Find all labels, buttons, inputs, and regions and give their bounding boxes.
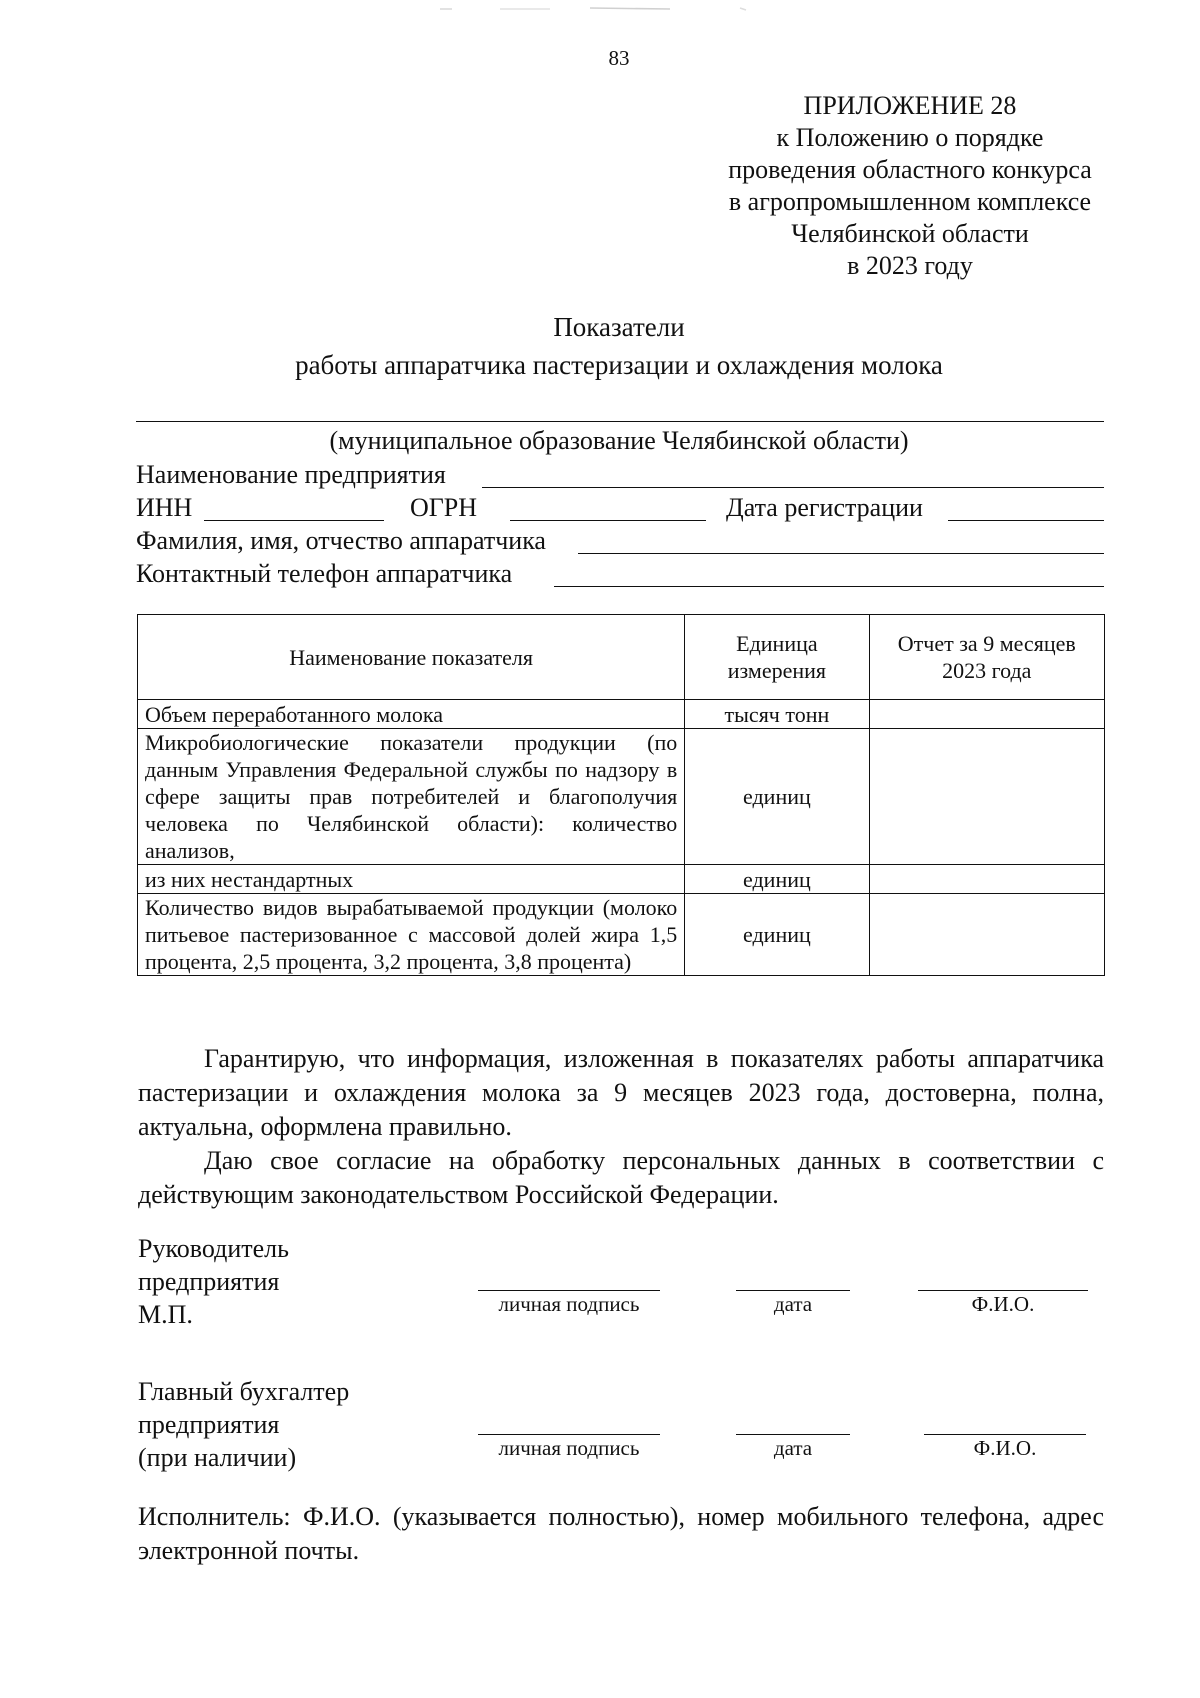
row-report-value[interactable] [869,894,1104,976]
accountant-fio-label: Ф.И.О. [973,1436,1037,1460]
appendix-line: Челябинской области [791,219,1029,248]
consent-paragraph [138,1144,1104,1212]
head-signature-line[interactable] [478,1290,660,1291]
title-line: Показатели [553,312,685,342]
inn-blank[interactable] [204,520,384,521]
head-fio-label: Ф.И.О. [971,1292,1035,1316]
enterprise-field [136,460,1104,492]
title-line: работы аппаратчика пастеризации и охлаждения молока [295,350,943,380]
sig-caption-line: Руководитель [138,1234,289,1263]
row-unit: тысяч тонн [685,700,869,729]
head-date-label: дата [773,1292,813,1316]
row-indicator-name: из них нестандартных [138,865,685,894]
operator-phone-label: Контактный телефон аппаратчика [136,559,513,588]
head-fio-line[interactable] [918,1290,1088,1291]
head-signature-caption [138,1232,289,1331]
reg-date-label: Дата регистрации [726,493,923,522]
table-row [138,894,1105,976]
appendix-line: в агропромышленном комплексе [728,187,1092,216]
enterprise-label: Наименование предприятия [136,460,446,489]
row-unit: единиц [685,865,869,894]
inn-label: ИНН [136,493,193,522]
operator-phone-field [136,559,1104,591]
operator-name-label: Фамилия, имя, отчество аппаратчика [136,526,546,555]
appendix-block [690,90,1130,282]
row-report-value[interactable] [869,865,1104,894]
head-signature-label: личная подпись [498,1292,640,1316]
row-report-value[interactable] [869,700,1104,729]
row-indicator-name: Количество видов вырабатываемой продукции (молоко питьевое пастеризованное с массовой долей жира 1,5 процента, 2,5 процента, 3,2 процента, 3,8 процента) [138,894,685,976]
operator-name-blank[interactable] [578,553,1104,554]
consent-text: Даю свое согласие на обработку персональных данных в соответствии с действующим законодательством Российской Федерации. [138,1146,1104,1209]
guarantee-text: Гарантирую, что информация, изложенная в показателях работы аппаратчика пастеризации и охлаждения молока за 9 месяцев 2023 года, достоверна, полна, актуальна, оформлена правильно. [138,1044,1104,1141]
ogrn-blank[interactable] [510,520,706,521]
reg-date-blank[interactable] [948,520,1104,521]
guarantee-paragraph [138,1042,1104,1144]
accountant-fio-line[interactable] [924,1434,1086,1435]
municipality-caption: (муниципальное образование Челябинской области) [329,426,909,455]
appendix-line: проведения областного конкурса [728,155,1092,184]
appendix-line: к Положению о порядке [776,123,1044,152]
sig-caption-line: М.П. [138,1300,193,1329]
head-date-line[interactable] [736,1290,850,1291]
ogrn-label: ОГРН [410,493,478,522]
table-row [138,865,1105,894]
scan-artifact [440,6,770,12]
accountant-date-line[interactable] [736,1434,850,1435]
row-indicator-name: Объем переработанного молока [138,700,685,729]
ids-field-row [136,493,1104,525]
row-unit: единиц [685,729,869,865]
row-unit: единиц [685,894,869,976]
appendix-heading: ПРИЛОЖЕНИЕ 28 [803,91,1017,120]
sig-caption-line: предприятия [138,1410,280,1439]
page-number: 83 [608,46,630,70]
table-header-row [138,615,1105,700]
table-row [138,729,1105,865]
accountant-signature-label: личная подпись [498,1436,640,1460]
header-unit: Единица измерения [685,615,869,700]
header-indicator-name: Наименование показателя [138,615,685,700]
accountant-signature-caption [138,1375,349,1474]
row-indicator-name: Микробиологические показатели продукции (по данным Управления Федеральной службы по надзору в сфере защиты прав потребителей и благополучия человека по Челябинской области): количество анализов, [138,729,685,865]
indicators-table [137,614,1105,976]
sig-caption-line: (при наличии) [138,1443,297,1472]
accountant-signature-line[interactable] [478,1434,660,1435]
operator-phone-blank[interactable] [554,586,1104,587]
operator-name-field [136,526,1104,558]
sig-caption-line: Главный бухгалтер [138,1377,350,1406]
executor-note: Исполнитель: Ф.И.О. (указывается полностью), номер мобильного телефона, адрес электронной почты. [138,1502,1104,1565]
appendix-line: в 2023 году [847,251,973,280]
sig-caption-line: предприятия [138,1267,280,1296]
row-report-value[interactable] [869,729,1104,865]
enterprise-blank[interactable] [482,487,1104,488]
document-title [0,308,1200,384]
header-report: Отчет за 9 месяцев 2023 года [869,615,1104,700]
table-row [138,700,1105,729]
municipality-blank-line[interactable] [136,421,1104,422]
accountant-date-label: дата [773,1436,813,1460]
